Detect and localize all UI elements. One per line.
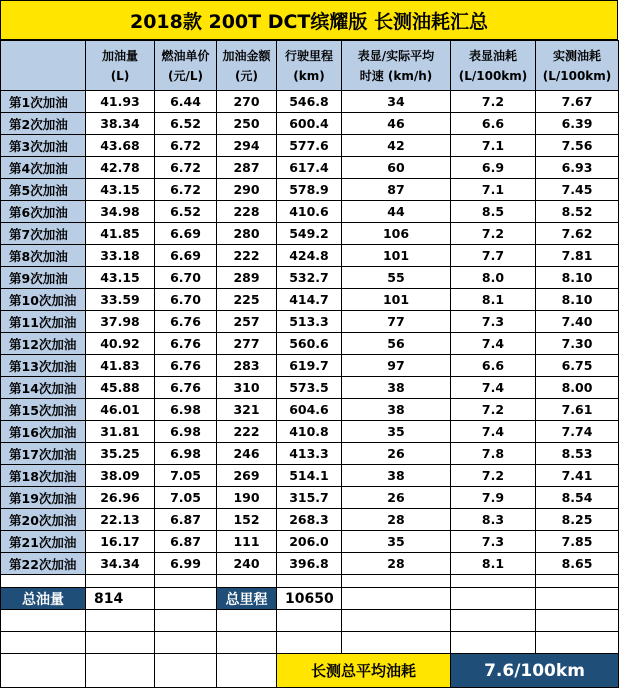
cell-fuel-amount: 16.17 — [86, 531, 155, 553]
cell-fuel-price: 7.05 — [155, 487, 217, 509]
cell-fuel-amount: 35.25 — [86, 443, 155, 465]
cell-distance: 410.8 — [277, 421, 342, 443]
totals-row — [1, 588, 619, 610]
table-row — [1, 267, 619, 289]
empty-cell — [277, 632, 342, 654]
header-displayed-consumption: 表显油耗 (L/100km) — [451, 41, 536, 91]
cell-fuel-amount: 43.68 — [86, 135, 155, 157]
cell-fuel-amount: 45.88 — [86, 377, 155, 399]
cell-distance: 410.6 — [277, 201, 342, 223]
cell-measured-consumption: 7.61 — [536, 399, 619, 421]
cell-displayed-consumption: 7.3 — [451, 531, 536, 553]
header-avg-speed: 表显/实际平均 时速 (km/h) — [342, 41, 451, 91]
empty-cell — [155, 610, 217, 632]
row-label: 第17次加油 — [1, 443, 86, 465]
row-label: 第12次加油 — [1, 333, 86, 355]
cell-avg-speed: 35 — [342, 531, 451, 553]
empty-cell — [86, 632, 155, 654]
table-row — [1, 399, 619, 421]
header-measured-consumption: 实测油耗 (L/100km) — [536, 41, 619, 91]
cell-fuel-cost: 225 — [217, 289, 277, 311]
cell-fuel-price: 6.72 — [155, 179, 217, 201]
empty-cell — [277, 575, 342, 588]
cell-displayed-consumption: 8.5 — [451, 201, 536, 223]
cell-avg-speed: 55 — [342, 267, 451, 289]
cell-fuel-amount: 41.83 — [86, 355, 155, 377]
empty-cell — [217, 654, 277, 688]
cell-measured-consumption: 8.10 — [536, 289, 619, 311]
cell-displayed-consumption: 7.4 — [451, 421, 536, 443]
row-label: 第7次加油 — [1, 223, 86, 245]
cell-fuel-cost: 277 — [217, 333, 277, 355]
empty-cell — [1, 610, 86, 632]
empty-cell — [342, 575, 451, 588]
empty-cell — [536, 632, 619, 654]
header-fuel-amount: 加油量 (L) — [86, 41, 155, 91]
row-label: 第11次加油 — [1, 311, 86, 333]
row-label: 第5次加油 — [1, 179, 86, 201]
cell-displayed-consumption: 8.1 — [451, 289, 536, 311]
spacer-row — [1, 575, 619, 588]
cell-fuel-price: 7.05 — [155, 465, 217, 487]
cell-distance: 600.4 — [277, 113, 342, 135]
cell-fuel-cost: 240 — [217, 553, 277, 575]
header-fuel-price: 燃油单价 (元/L) — [155, 41, 217, 91]
empty-cell — [155, 654, 217, 688]
empty-cell — [451, 575, 536, 588]
cell-fuel-price: 6.52 — [155, 201, 217, 223]
table-row — [1, 157, 619, 179]
cell-distance: 573.5 — [277, 377, 342, 399]
table-row — [1, 509, 619, 531]
row-label: 第8次加油 — [1, 245, 86, 267]
cell-fuel-amount: 31.81 — [86, 421, 155, 443]
table-row — [1, 179, 619, 201]
row-label: 第22次加油 — [1, 553, 86, 575]
cell-displayed-consumption: 7.7 — [451, 245, 536, 267]
cell-displayed-consumption: 7.2 — [451, 465, 536, 487]
cell-fuel-cost: 287 — [217, 157, 277, 179]
cell-distance: 513.3 — [277, 311, 342, 333]
cell-fuel-price: 6.98 — [155, 421, 217, 443]
row-label: 第1次加油 — [1, 91, 86, 113]
empty-cell — [451, 610, 536, 632]
cell-distance: 315.7 — [277, 487, 342, 509]
table-row — [1, 377, 619, 399]
table-row — [1, 531, 619, 553]
cell-fuel-amount: 41.93 — [86, 91, 155, 113]
empty-cell — [217, 575, 277, 588]
cell-distance: 617.4 — [277, 157, 342, 179]
cell-measured-consumption: 7.62 — [536, 223, 619, 245]
cell-fuel-price: 6.72 — [155, 135, 217, 157]
table-row — [1, 201, 619, 223]
empty-cell — [342, 588, 451, 610]
cell-fuel-amount: 22.13 — [86, 509, 155, 531]
empty-cell — [86, 610, 155, 632]
cell-fuel-price: 6.76 — [155, 377, 217, 399]
table-row — [1, 311, 619, 333]
empty-cell — [86, 654, 155, 688]
empty-cell — [451, 632, 536, 654]
cell-measured-consumption: 7.45 — [536, 179, 619, 201]
row-label: 第6次加油 — [1, 201, 86, 223]
cell-fuel-price: 6.76 — [155, 311, 217, 333]
cell-fuel-cost: 222 — [217, 421, 277, 443]
cell-distance: 546.8 — [277, 91, 342, 113]
table-row — [1, 465, 619, 487]
cell-fuel-price: 6.99 — [155, 553, 217, 575]
empty-cell — [155, 632, 217, 654]
row-label: 第18次加油 — [1, 465, 86, 487]
blank-row — [1, 632, 619, 654]
cell-measured-consumption: 8.00 — [536, 377, 619, 399]
header-fuel-cost: 加油金额 (元) — [217, 41, 277, 91]
row-label: 第21次加油 — [1, 531, 86, 553]
cell-fuel-amount: 33.59 — [86, 289, 155, 311]
row-label: 第9次加油 — [1, 267, 86, 289]
cell-displayed-consumption: 7.4 — [451, 377, 536, 399]
cell-fuel-cost: 321 — [217, 399, 277, 421]
cell-fuel-amount: 46.01 — [86, 399, 155, 421]
cell-displayed-consumption: 7.2 — [451, 91, 536, 113]
row-label: 第4次加油 — [1, 157, 86, 179]
cell-avg-speed: 38 — [342, 465, 451, 487]
total-fuel-label: 总油量 — [1, 588, 86, 610]
cell-avg-speed: 101 — [342, 245, 451, 267]
cell-avg-speed: 97 — [342, 355, 451, 377]
cell-displayed-consumption: 7.8 — [451, 443, 536, 465]
cell-avg-speed: 26 — [342, 443, 451, 465]
cell-displayed-consumption: 7.3 — [451, 311, 536, 333]
cell-fuel-price: 6.70 — [155, 267, 217, 289]
blank-row — [1, 610, 619, 632]
empty-cell — [155, 588, 217, 610]
cell-avg-speed: 44 — [342, 201, 451, 223]
cell-avg-speed: 46 — [342, 113, 451, 135]
cell-distance: 604.6 — [277, 399, 342, 421]
cell-avg-speed: 26 — [342, 487, 451, 509]
cell-fuel-cost: 270 — [217, 91, 277, 113]
cell-fuel-cost: 310 — [217, 377, 277, 399]
cell-fuel-amount: 40.92 — [86, 333, 155, 355]
cell-fuel-cost: 152 — [217, 509, 277, 531]
cell-distance: 578.9 — [277, 179, 342, 201]
empty-cell — [86, 575, 155, 588]
cell-fuel-price: 6.76 — [155, 333, 217, 355]
cell-fuel-amount: 26.96 — [86, 487, 155, 509]
cell-fuel-price: 6.76 — [155, 355, 217, 377]
header-distance: 行驶里程 (km) — [277, 41, 342, 91]
cell-fuel-amount: 34.98 — [86, 201, 155, 223]
table-row — [1, 355, 619, 377]
cell-distance: 206.0 — [277, 531, 342, 553]
cell-fuel-amount: 43.15 — [86, 267, 155, 289]
cell-fuel-price: 6.98 — [155, 399, 217, 421]
cell-displayed-consumption: 7.2 — [451, 223, 536, 245]
cell-distance: 549.2 — [277, 223, 342, 245]
cell-distance: 424.8 — [277, 245, 342, 267]
cell-measured-consumption: 8.10 — [536, 267, 619, 289]
cell-displayed-consumption: 6.9 — [451, 157, 536, 179]
cell-avg-speed: 77 — [342, 311, 451, 333]
cell-distance: 532.7 — [277, 267, 342, 289]
cell-fuel-cost: 269 — [217, 465, 277, 487]
empty-cell — [155, 575, 217, 588]
cell-fuel-cost: 250 — [217, 113, 277, 135]
cell-fuel-cost: 111 — [217, 531, 277, 553]
cell-fuel-price: 6.69 — [155, 245, 217, 267]
average-consumption-label: 长测总平均油耗 — [277, 654, 451, 688]
cell-displayed-consumption: 7.1 — [451, 135, 536, 157]
cell-fuel-cost: 280 — [217, 223, 277, 245]
table-row — [1, 421, 619, 443]
empty-cell — [217, 632, 277, 654]
cell-distance: 514.1 — [277, 465, 342, 487]
cell-measured-consumption: 7.81 — [536, 245, 619, 267]
cell-fuel-amount: 42.78 — [86, 157, 155, 179]
cell-fuel-cost: 289 — [217, 267, 277, 289]
cell-displayed-consumption: 8.0 — [451, 267, 536, 289]
cell-avg-speed: 87 — [342, 179, 451, 201]
cell-distance: 414.7 — [277, 289, 342, 311]
empty-cell — [342, 610, 451, 632]
cell-displayed-consumption: 8.3 — [451, 509, 536, 531]
cell-measured-consumption: 6.39 — [536, 113, 619, 135]
average-consumption-value: 7.6/100km — [451, 654, 619, 688]
table-row — [1, 289, 619, 311]
cell-measured-consumption: 8.53 — [536, 443, 619, 465]
cell-displayed-consumption: 7.2 — [451, 399, 536, 421]
cell-fuel-cost: 228 — [217, 201, 277, 223]
row-label: 第3次加油 — [1, 135, 86, 157]
cell-fuel-price: 6.44 — [155, 91, 217, 113]
table-row — [1, 553, 619, 575]
cell-fuel-cost: 283 — [217, 355, 277, 377]
cell-fuel-amount: 33.18 — [86, 245, 155, 267]
cell-fuel-cost: 257 — [217, 311, 277, 333]
cell-fuel-amount: 41.85 — [86, 223, 155, 245]
cell-displayed-consumption: 6.6 — [451, 113, 536, 135]
cell-distance: 413.3 — [277, 443, 342, 465]
cell-avg-speed: 35 — [342, 421, 451, 443]
empty-cell — [1, 632, 86, 654]
cell-measured-consumption: 7.41 — [536, 465, 619, 487]
cell-fuel-price: 6.98 — [155, 443, 217, 465]
cell-measured-consumption: 7.40 — [536, 311, 619, 333]
cell-fuel-cost: 246 — [217, 443, 277, 465]
row-label: 第15次加油 — [1, 399, 86, 421]
cell-distance: 619.7 — [277, 355, 342, 377]
cell-fuel-amount: 38.09 — [86, 465, 155, 487]
cell-displayed-consumption: 8.1 — [451, 553, 536, 575]
cell-measured-consumption: 8.54 — [536, 487, 619, 509]
empty-cell — [277, 610, 342, 632]
empty-cell — [342, 632, 451, 654]
cell-avg-speed: 38 — [342, 377, 451, 399]
total-distance-value: 10650 — [277, 588, 342, 610]
row-label: 第16次加油 — [1, 421, 86, 443]
cell-distance: 560.6 — [277, 333, 342, 355]
table-row — [1, 487, 619, 509]
cell-measured-consumption: 7.56 — [536, 135, 619, 157]
cell-avg-speed: 42 — [342, 135, 451, 157]
empty-cell — [536, 588, 619, 610]
table-row — [1, 245, 619, 267]
cell-distance: 577.6 — [277, 135, 342, 157]
cell-measured-consumption: 7.85 — [536, 531, 619, 553]
cell-displayed-consumption: 7.9 — [451, 487, 536, 509]
cell-fuel-amount: 38.34 — [86, 113, 155, 135]
total-fuel-value: 814 — [86, 588, 155, 610]
cell-avg-speed: 38 — [342, 399, 451, 421]
cell-fuel-amount: 37.98 — [86, 311, 155, 333]
row-label: 第20次加油 — [1, 509, 86, 531]
cell-fuel-price: 6.70 — [155, 289, 217, 311]
table-row — [1, 91, 619, 113]
empty-cell — [536, 575, 619, 588]
empty-cell — [217, 610, 277, 632]
cell-displayed-consumption: 6.6 — [451, 355, 536, 377]
cell-fuel-price: 6.87 — [155, 531, 217, 553]
cell-fuel-cost: 290 — [217, 179, 277, 201]
cell-measured-consumption: 8.25 — [536, 509, 619, 531]
table-row — [1, 223, 619, 245]
total-distance-label: 总里程 — [217, 588, 277, 610]
empty-cell — [451, 588, 536, 610]
cell-fuel-cost: 222 — [217, 245, 277, 267]
row-label: 第19次加油 — [1, 487, 86, 509]
cell-avg-speed: 56 — [342, 333, 451, 355]
cell-distance: 268.3 — [277, 509, 342, 531]
empty-cell — [536, 610, 619, 632]
row-label: 第2次加油 — [1, 113, 86, 135]
header-corner — [1, 41, 86, 91]
cell-displayed-consumption: 7.4 — [451, 333, 536, 355]
cell-avg-speed: 34 — [342, 91, 451, 113]
cell-measured-consumption: 6.75 — [536, 355, 619, 377]
header-row — [1, 41, 619, 91]
cell-avg-speed: 28 — [342, 553, 451, 575]
cell-fuel-cost: 190 — [217, 487, 277, 509]
average-row — [1, 654, 619, 688]
row-label: 第14次加油 — [1, 377, 86, 399]
cell-measured-consumption: 8.52 — [536, 201, 619, 223]
table-row — [1, 333, 619, 355]
cell-measured-consumption: 6.93 — [536, 157, 619, 179]
sheet-title: 2018款 200T DCT缤耀版 长测油耗汇总 — [0, 0, 618, 40]
cell-displayed-consumption: 7.1 — [451, 179, 536, 201]
cell-fuel-price: 6.69 — [155, 223, 217, 245]
cell-fuel-amount: 34.34 — [86, 553, 155, 575]
table-row — [1, 443, 619, 465]
cell-avg-speed: 106 — [342, 223, 451, 245]
cell-fuel-price: 6.72 — [155, 157, 217, 179]
fuel-table — [0, 40, 619, 688]
table-row — [1, 113, 619, 135]
cell-avg-speed: 101 — [342, 289, 451, 311]
cell-measured-consumption: 8.65 — [536, 553, 619, 575]
cell-fuel-price: 6.52 — [155, 113, 217, 135]
cell-fuel-cost: 294 — [217, 135, 277, 157]
cell-distance: 396.8 — [277, 553, 342, 575]
cell-measured-consumption: 7.67 — [536, 91, 619, 113]
cell-avg-speed: 60 — [342, 157, 451, 179]
cell-fuel-amount: 43.15 — [86, 179, 155, 201]
empty-cell — [1, 575, 86, 588]
row-label: 第13次加油 — [1, 355, 86, 377]
empty-cell — [1, 654, 86, 688]
cell-measured-consumption: 7.30 — [536, 333, 619, 355]
cell-avg-speed: 28 — [342, 509, 451, 531]
cell-fuel-price: 6.87 — [155, 509, 217, 531]
row-label: 第10次加油 — [1, 289, 86, 311]
table-row — [1, 135, 619, 157]
cell-measured-consumption: 7.74 — [536, 421, 619, 443]
